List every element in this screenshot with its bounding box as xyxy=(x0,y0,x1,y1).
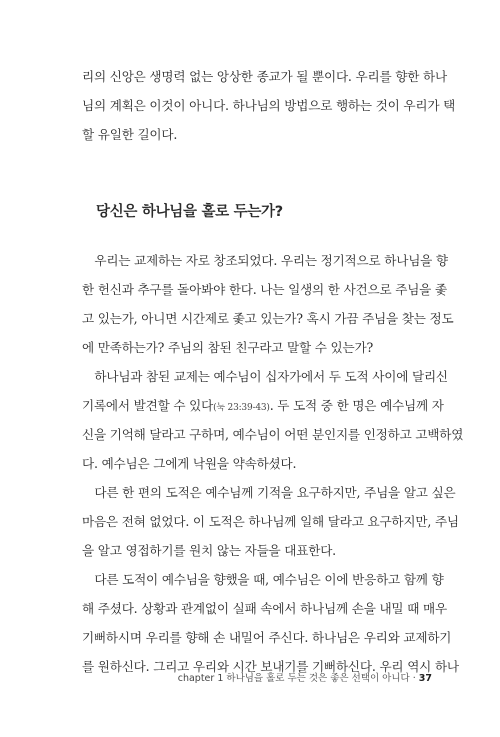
text-line: 다. 예수님은 그에게 낙원을 약속하셨다. xyxy=(82,456,297,471)
text-line: 할 유일한 길이다. xyxy=(82,127,178,142)
text-line: 을 알고 영접하기를 원치 않는 자들을 대표한다. xyxy=(82,543,336,558)
text-line: 다른 한 편의 도적은 예수님께 기적을 요구하지만, 주님을 알고 싶은 xyxy=(82,485,456,500)
chapter-title: chapter 1 하나님을 홀로 두는 것은 좋은 선택이 아니다 · xyxy=(177,673,419,684)
section-heading: 당신은 하나님을 홀로 두는가? xyxy=(96,204,283,220)
text-fragment: . 두 도적 중 한 명은 예수님께 자 xyxy=(269,398,444,413)
text-line: 를 원하신다. 그리고 우리와 시간 보내기를 기뻐하신다. 우리 역시 하나 xyxy=(82,659,459,674)
text-line: 한 헌신과 추구를 돌아봐야 한다. 나는 일생의 한 사건으로 주님을 좇 xyxy=(82,282,447,297)
text-line: 에 만족하는가? 주님의 참된 친구라고 말할 수 있는가? xyxy=(82,340,374,355)
text-line: 신을 기억해 달라고 구하며, 예수님이 어떤 분인지를 인정하고 고백하였 xyxy=(82,427,464,442)
bible-citation: (눅 23:39-43) xyxy=(213,403,270,413)
page-number: 37 xyxy=(418,673,432,684)
text-line: 님의 계획은 이것이 아니다. 하나님의 방법으로 행하는 것이 우리가 택 xyxy=(82,98,456,113)
text-line: 기뻐하시며 우리를 향해 손 내밀어 주신다. 하나님은 우리와 교제하기 xyxy=(82,630,452,645)
text-line: 해 주셨다. 상황과 관계없이 실패 속에서 하나님께 손을 내밀 때 매우 xyxy=(82,601,447,616)
text-line: 마음은 전혀 없었다. 이 도적은 하나님께 일해 달라고 요구하지만, 주님 xyxy=(82,514,459,529)
text-line-with-citation xyxy=(82,391,444,420)
text-line: 하나님과 참된 교제는 예수님이 십자가에서 두 도적 사이에 달리신 xyxy=(82,369,448,384)
intro-paragraph xyxy=(82,62,456,149)
text-line: 리의 신앙은 생명력 없는 앙상한 종교가 될 뿐이다. 우리를 향한 하나 xyxy=(82,69,447,84)
text-fragment: 기록에서 발견할 수 있다 xyxy=(82,398,214,413)
page-footer xyxy=(178,670,432,684)
text-line: 우리는 교제하는 자로 창조되었다. 우리는 정기적으로 하나님을 향 xyxy=(82,253,448,268)
text-line: 고 있는가, 아니면 시간제로 좇고 있는가? 혹시 가끔 주님을 찾는 정도 xyxy=(82,311,454,326)
text-line: 다른 도적이 예수님을 향했을 때, 예수님은 이에 반응하고 함께 향 xyxy=(82,572,444,587)
